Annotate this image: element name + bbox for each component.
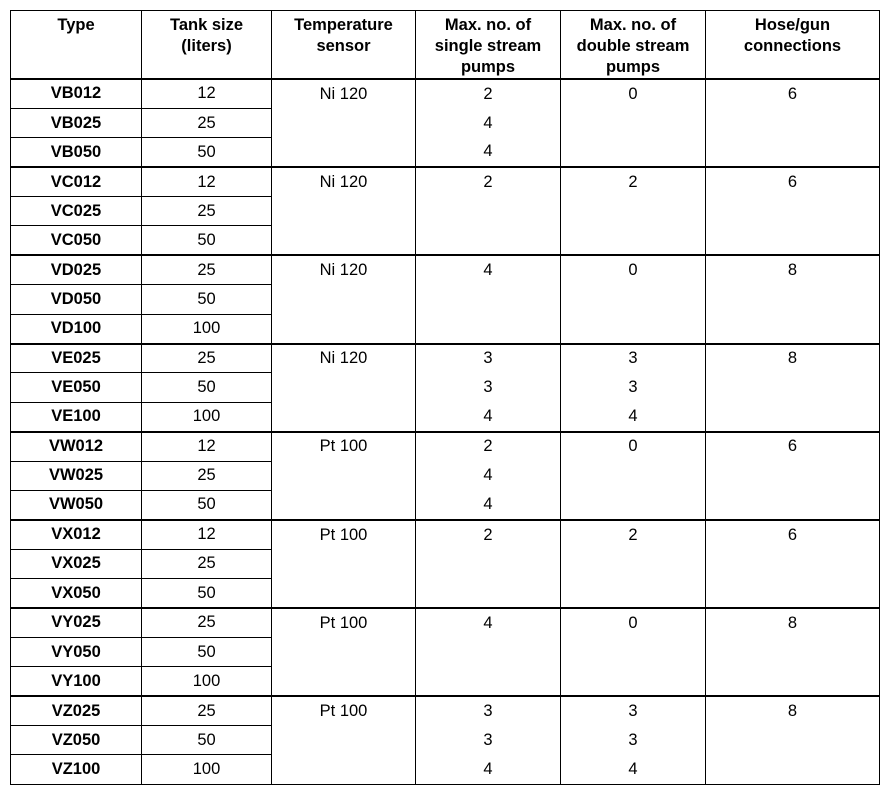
- type-cell: VZ025: [11, 696, 142, 725]
- header-line: (liters): [181, 37, 232, 55]
- tank-size-cell: 25: [142, 197, 272, 226]
- type-cell: VY100: [11, 667, 142, 696]
- header-line: double stream: [576, 37, 690, 55]
- type-cell: VX050: [11, 579, 142, 608]
- type-cell: VB050: [11, 138, 142, 167]
- temperature-sensor-cell: [272, 226, 416, 255]
- table-row: [11, 667, 880, 696]
- single-stream-pumps-cell: 4: [416, 490, 561, 519]
- table-row: [11, 197, 880, 226]
- table-row: [11, 608, 880, 637]
- single-stream-pumps-cell: [416, 197, 561, 226]
- type-cell: VZ100: [11, 755, 142, 784]
- header-single-stream-pumps: [416, 11, 561, 80]
- double-stream-pumps-cell: [561, 197, 706, 226]
- single-stream-pumps-cell: [416, 549, 561, 578]
- single-stream-pumps-cell: 4: [416, 461, 561, 490]
- hose-gun-connections-cell: 6: [706, 432, 880, 461]
- header-hose-gun-connections: [706, 11, 880, 80]
- single-stream-pumps-cell: [416, 314, 561, 343]
- hose-gun-connections-cell: 8: [706, 696, 880, 725]
- table-row: [11, 373, 880, 402]
- single-stream-pumps-cell: [416, 285, 561, 314]
- table-row: [11, 402, 880, 431]
- temperature-sensor-cell: Ni 120: [272, 255, 416, 284]
- header-line: Tank size: [169, 16, 244, 34]
- double-stream-pumps-cell: [561, 549, 706, 578]
- tank-size-cell: 100: [142, 755, 272, 784]
- table-row: [11, 167, 880, 196]
- hose-gun-connections-cell: 6: [706, 520, 880, 549]
- double-stream-pumps-cell: 3: [561, 344, 706, 373]
- table-row: [11, 579, 880, 608]
- tank-size-cell: 25: [142, 696, 272, 725]
- double-stream-pumps-cell: 3: [561, 373, 706, 402]
- double-stream-pumps-cell: [561, 314, 706, 343]
- hose-gun-connections-cell: [706, 226, 880, 255]
- type-cell: VB012: [11, 79, 142, 108]
- single-stream-pumps-cell: 2: [416, 432, 561, 461]
- temperature-sensor-cell: [272, 490, 416, 519]
- temperature-sensor-cell: Pt 100: [272, 432, 416, 461]
- tank-size-cell: 50: [142, 373, 272, 402]
- hose-gun-connections-cell: [706, 461, 880, 490]
- temperature-sensor-cell: [272, 402, 416, 431]
- type-cell: VZ050: [11, 726, 142, 755]
- type-cell: VD100: [11, 314, 142, 343]
- double-stream-pumps-cell: [561, 637, 706, 666]
- double-stream-pumps-cell: [561, 108, 706, 137]
- tank-size-cell: 25: [142, 549, 272, 578]
- header-type: [11, 11, 142, 80]
- single-stream-pumps-cell: 4: [416, 255, 561, 284]
- hose-gun-connections-cell: [706, 579, 880, 608]
- single-stream-pumps-cell: 2: [416, 167, 561, 196]
- table-row: [11, 285, 880, 314]
- tank-size-cell: 25: [142, 255, 272, 284]
- hose-gun-connections-cell: [706, 755, 880, 784]
- tank-size-cell: 25: [142, 344, 272, 373]
- table-row: [11, 520, 880, 549]
- header-line: pumps: [460, 58, 516, 76]
- type-cell: VC050: [11, 226, 142, 255]
- type-cell: VX012: [11, 520, 142, 549]
- table-row: [11, 726, 880, 755]
- table-body: [11, 79, 880, 784]
- table-row: [11, 108, 880, 137]
- double-stream-pumps-cell: 0: [561, 608, 706, 637]
- double-stream-pumps-cell: 4: [561, 755, 706, 784]
- double-stream-pumps-cell: 3: [561, 726, 706, 755]
- hose-gun-connections-cell: 6: [706, 167, 880, 196]
- single-stream-pumps-cell: 3: [416, 373, 561, 402]
- hose-gun-connections-cell: [706, 637, 880, 666]
- header-line: Temperature: [294, 16, 393, 34]
- double-stream-pumps-cell: 0: [561, 79, 706, 108]
- type-cell: VD025: [11, 255, 142, 284]
- hose-gun-connections-cell: [706, 285, 880, 314]
- double-stream-pumps-cell: [561, 138, 706, 167]
- table-row: [11, 138, 880, 167]
- tank-size-cell: 50: [142, 138, 272, 167]
- double-stream-pumps-cell: [561, 579, 706, 608]
- hose-gun-connections-cell: [706, 402, 880, 431]
- table-row: [11, 755, 880, 784]
- table-row: [11, 226, 880, 255]
- hose-gun-connections-cell: [706, 726, 880, 755]
- tank-size-cell: 50: [142, 285, 272, 314]
- hose-gun-connections-cell: [706, 667, 880, 696]
- hose-gun-connections-cell: [706, 108, 880, 137]
- header-tank-size: [142, 11, 272, 80]
- single-stream-pumps-cell: [416, 226, 561, 255]
- hose-gun-connections-cell: [706, 549, 880, 578]
- header-temperature-sensor: [272, 11, 416, 80]
- double-stream-pumps-cell: [561, 461, 706, 490]
- single-stream-pumps-cell: [416, 579, 561, 608]
- temperature-sensor-cell: [272, 197, 416, 226]
- double-stream-pumps-cell: 0: [561, 432, 706, 461]
- header-line: Type: [57, 16, 95, 34]
- header-line: connections: [743, 37, 842, 55]
- temperature-sensor-cell: [272, 667, 416, 696]
- hose-gun-connections-cell: [706, 197, 880, 226]
- temperature-sensor-cell: Ni 120: [272, 344, 416, 373]
- temperature-sensor-cell: Pt 100: [272, 608, 416, 637]
- temperature-sensor-cell: [272, 108, 416, 137]
- header-row: [11, 11, 880, 80]
- temperature-sensor-cell: [272, 285, 416, 314]
- temperature-sensor-cell: [272, 314, 416, 343]
- temperature-sensor-cell: Ni 120: [272, 167, 416, 196]
- tank-size-cell: 12: [142, 79, 272, 108]
- double-stream-pumps-cell: [561, 226, 706, 255]
- temperature-sensor-cell: [272, 726, 416, 755]
- type-cell: VD050: [11, 285, 142, 314]
- tank-size-cell: 100: [142, 402, 272, 431]
- double-stream-pumps-cell: 4: [561, 402, 706, 431]
- tank-size-cell: 12: [142, 520, 272, 549]
- single-stream-pumps-cell: 2: [416, 79, 561, 108]
- double-stream-pumps-cell: 2: [561, 167, 706, 196]
- tank-size-cell: 50: [142, 637, 272, 666]
- single-stream-pumps-cell: 4: [416, 402, 561, 431]
- type-cell: VE100: [11, 402, 142, 431]
- header-line: single stream: [434, 37, 542, 55]
- temperature-sensor-cell: [272, 373, 416, 402]
- tank-size-cell: 50: [142, 726, 272, 755]
- type-cell: VC025: [11, 197, 142, 226]
- type-cell: VC012: [11, 167, 142, 196]
- single-stream-pumps-cell: 4: [416, 138, 561, 167]
- hose-gun-connections-cell: [706, 138, 880, 167]
- table-row: [11, 314, 880, 343]
- double-stream-pumps-cell: [561, 285, 706, 314]
- tank-size-cell: 25: [142, 461, 272, 490]
- header-line: sensor: [316, 37, 371, 55]
- temperature-sensor-cell: [272, 138, 416, 167]
- tank-size-cell: 50: [142, 490, 272, 519]
- tank-size-cell: 100: [142, 314, 272, 343]
- type-cell: VE025: [11, 344, 142, 373]
- table-row: [11, 637, 880, 666]
- tank-size-cell: 25: [142, 108, 272, 137]
- temperature-sensor-cell: Pt 100: [272, 520, 416, 549]
- hose-gun-connections-cell: 6: [706, 79, 880, 108]
- double-stream-pumps-cell: [561, 667, 706, 696]
- single-stream-pumps-cell: [416, 667, 561, 696]
- single-stream-pumps-cell: 3: [416, 726, 561, 755]
- double-stream-pumps-cell: 0: [561, 255, 706, 284]
- single-stream-pumps-cell: 4: [416, 755, 561, 784]
- type-cell: VE050: [11, 373, 142, 402]
- table-row: [11, 549, 880, 578]
- hose-gun-connections-cell: [706, 490, 880, 519]
- type-cell: VY025: [11, 608, 142, 637]
- header-line: Max. no. of: [444, 16, 532, 34]
- table-row: [11, 344, 880, 373]
- temperature-sensor-cell: Ni 120: [272, 79, 416, 108]
- temperature-sensor-cell: [272, 549, 416, 578]
- table-row: [11, 696, 880, 725]
- single-stream-pumps-cell: 4: [416, 108, 561, 137]
- tank-size-cell: 25: [142, 608, 272, 637]
- temperature-sensor-cell: [272, 637, 416, 666]
- spec-table: [10, 10, 880, 785]
- single-stream-pumps-cell: 3: [416, 344, 561, 373]
- header-line: Hose/gun: [754, 16, 831, 34]
- single-stream-pumps-cell: 3: [416, 696, 561, 725]
- temperature-sensor-cell: [272, 461, 416, 490]
- hose-gun-connections-cell: [706, 373, 880, 402]
- temperature-sensor-cell: [272, 755, 416, 784]
- temperature-sensor-cell: Pt 100: [272, 696, 416, 725]
- header-line: pumps: [605, 58, 661, 76]
- hose-gun-connections-cell: 8: [706, 255, 880, 284]
- single-stream-pumps-cell: [416, 637, 561, 666]
- tank-size-cell: 50: [142, 226, 272, 255]
- table-row: [11, 79, 880, 108]
- table-row: [11, 490, 880, 519]
- hose-gun-connections-cell: 8: [706, 344, 880, 373]
- tank-size-cell: 50: [142, 579, 272, 608]
- type-cell: VW012: [11, 432, 142, 461]
- type-cell: VX025: [11, 549, 142, 578]
- table-row: [11, 461, 880, 490]
- double-stream-pumps-cell: 2: [561, 520, 706, 549]
- tank-size-cell: 12: [142, 432, 272, 461]
- hose-gun-connections-cell: 8: [706, 608, 880, 637]
- temperature-sensor-cell: [272, 579, 416, 608]
- header-double-stream-pumps: [561, 11, 706, 80]
- tank-size-cell: 100: [142, 667, 272, 696]
- double-stream-pumps-cell: 3: [561, 696, 706, 725]
- double-stream-pumps-cell: [561, 490, 706, 519]
- type-cell: VY050: [11, 637, 142, 666]
- type-cell: VW025: [11, 461, 142, 490]
- tank-size-cell: 12: [142, 167, 272, 196]
- hose-gun-connections-cell: [706, 314, 880, 343]
- header-line: Max. no. of: [589, 16, 677, 34]
- table-row: [11, 432, 880, 461]
- type-cell: VB025: [11, 108, 142, 137]
- table-row: [11, 255, 880, 284]
- type-cell: VW050: [11, 490, 142, 519]
- single-stream-pumps-cell: 4: [416, 608, 561, 637]
- single-stream-pumps-cell: 2: [416, 520, 561, 549]
